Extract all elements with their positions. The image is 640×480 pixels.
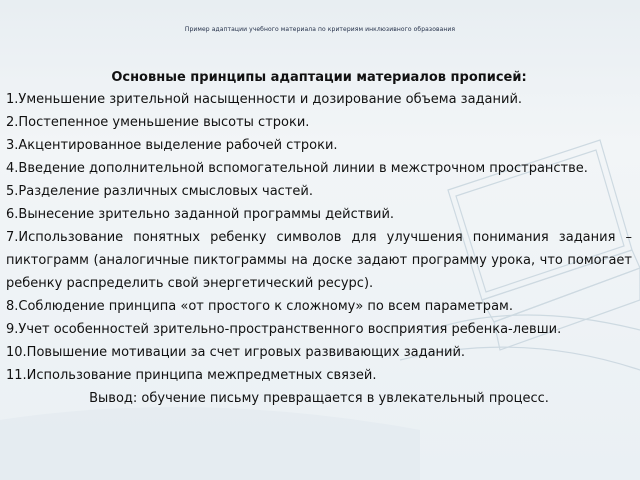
principle-item-5: 5.Разделение различных смысловых частей. xyxy=(6,184,313,199)
principle-item-10: 10.Повышение мотивации за счет игровых развивающих заданий. xyxy=(6,345,466,360)
principle-item-1: 1.Уменьшение зрительной насыщенности и дозирование объема заданий. xyxy=(6,92,523,107)
principle-item-11: 11.Использование принципа межпредметных связей. xyxy=(6,368,377,383)
principle-item-7: 7.Использование понятных ребенку символов для улучшения понимания задания – пиктограмм (аналогичные пиктограммы на доске задают программу урока, что помогает ребенку распределить свой энергетический ресурс). xyxy=(6,230,632,291)
principle-item-3: 3.Акцентированное выделение рабочей строки. xyxy=(6,138,338,153)
principle-item-2: 2.Постепенное уменьшение высоты строки. xyxy=(6,115,310,130)
principle-item-9: 9.Учет особенностей зрительно-пространственного восприятия ребенка-левши. xyxy=(6,322,562,337)
slide-content xyxy=(6,66,632,410)
principle-item-6: 6.Вынесение зрительно заданной программы действий. xyxy=(6,207,395,222)
principle-item-8: 8.Соблюдение принципа «от простого к сложному» по всем параметрам. xyxy=(6,299,513,314)
principle-item-4: 4.Введение дополнительной вспомогательной линии в межстрочном пространстве. xyxy=(6,161,588,176)
principles-heading: Основные принципы адаптации материалов прописей: xyxy=(111,70,527,85)
conclusion-text: Вывод: обучение письму превращается в увлекательный процесс. xyxy=(89,391,549,406)
slide-header: Пример адаптации учебного материала по критериям инклюзивного образования xyxy=(184,26,456,33)
